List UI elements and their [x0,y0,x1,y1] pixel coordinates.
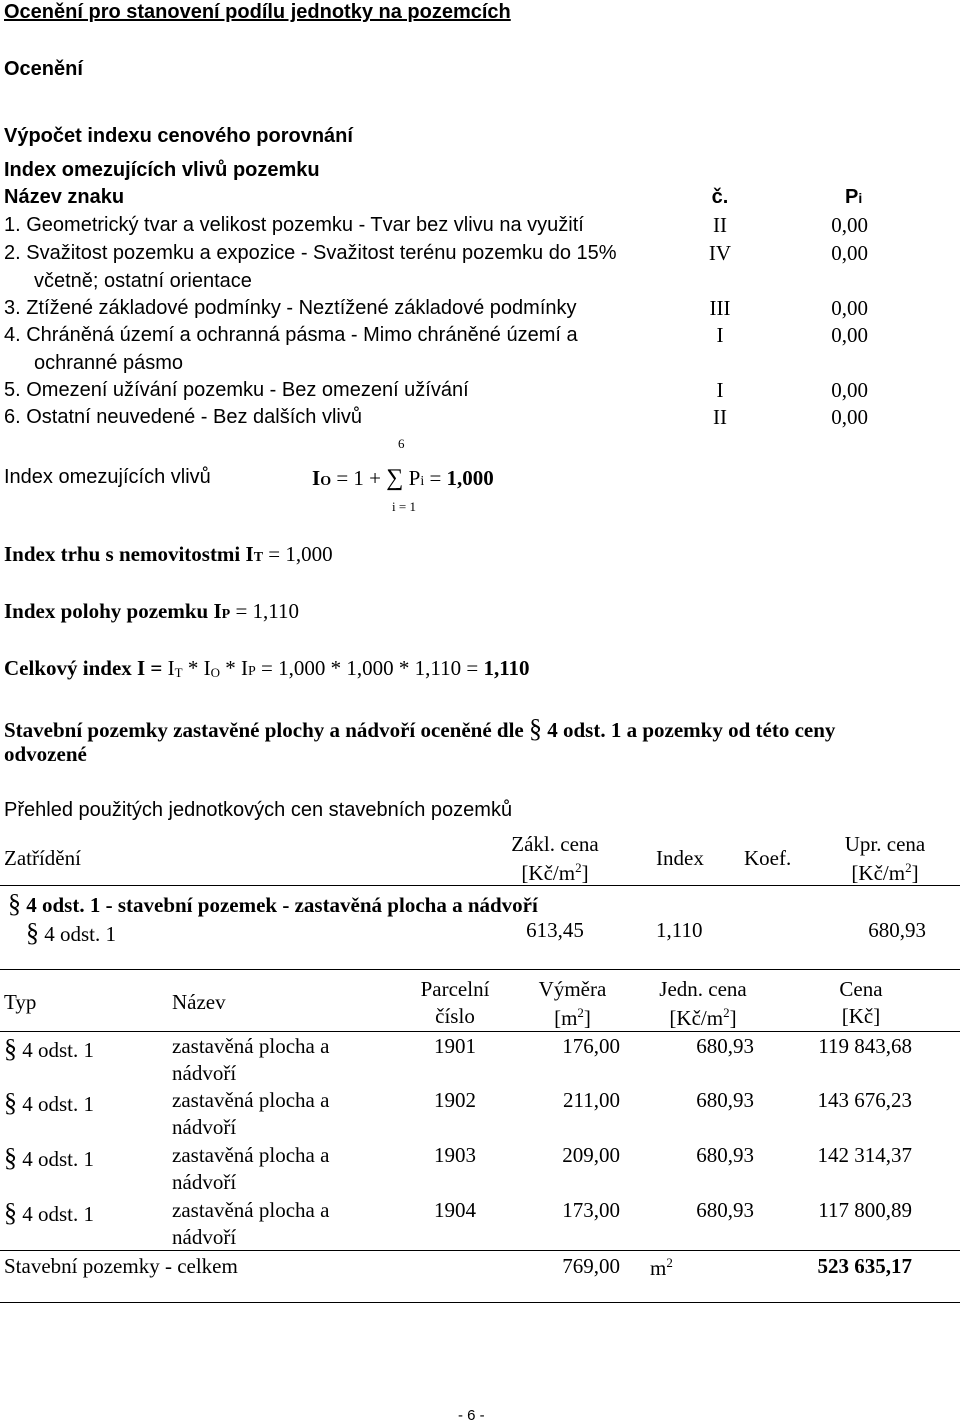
influence-label: 2. Svažitost pozemku a expozice - Svažitost terénu pozemku do 15% [4,242,617,264]
price-row-index: 1,110 [656,918,703,942]
col-header-no: č. [711,186,729,208]
parcels-col-jedn-2: $[Kč/m^2]$ [669,1005,737,1030]
celkovy-index: Celkový index $I = I_T * I_O$ * IP = 1,000 * 1,000 * 1,110 = 1,110 [4,656,530,680]
page-title: Ocenění pro stanovení podílu jednotky na pozemcích [4,1,511,23]
parcels-header-divider [0,1031,960,1032]
parcels-col-cena-1: Cena [839,977,883,1001]
col-header-name: Název znaku [4,186,125,208]
price-col-index: Index [656,846,704,870]
influence-p: 0,00 [831,213,868,237]
formula-io: IO = 1 + ∑ Pi = 1,000 [312,465,494,491]
parcel-cena: 117 800,89 [818,1198,912,1222]
sum-icon: ∑ [386,465,404,491]
calc-heading: Výpočet indexu cenového porovnání [4,125,353,147]
influence-p: 0,00 [831,296,868,320]
parcel-cena: 142 314,37 [817,1143,912,1167]
parcel-nazev: zastavěná plocha a [172,1198,330,1222]
total-vymera: 769,00 [562,1254,620,1278]
price-group-row: § 4 odst. 1 - stavební pozemek - zastavěná plocha a nádvoří [8,889,538,918]
index-trhu: Index trhu s nemovitostmi IT = 1,000 [4,542,333,566]
price-row-upr: 680,93 [868,918,926,942]
influence-no: III [709,296,731,320]
parcel-vymera: 211,00 [563,1088,620,1112]
parcel-jedn-cena: 680,93 [696,1198,754,1222]
influence-label-cont: ochranné pásmo [34,352,183,374]
paragraph-icon: § [26,918,39,947]
parcel-jedn-cena: 680,93 [696,1143,754,1167]
price-col-zakl-2: $[Kč/m^2]$ [521,860,589,885]
parcels-col-vymera-2: $[m^2]$ [554,1005,591,1030]
parcels-total-divider [0,1250,960,1251]
parcel-jedn-cena: 680,93 [696,1088,754,1112]
parcel-nazev: zastavěná plocha a [172,1088,330,1112]
price-col-zakl-1: Zákl. cena [511,832,599,856]
sum-upper-limit: 6 [398,436,405,451]
parcel-nazev-cont: nádvoří [172,1115,237,1139]
parcels-col-parc-2: číslo [435,1004,475,1028]
formula-io-label: Index omezujících vlivů [4,466,211,488]
influence-no: II [713,213,727,237]
page-number: - 6 - [458,1407,485,1424]
influence-label: 4. Chráněná území a ochranná pásma - Mimo chráněné území a [4,324,578,346]
parcels-col-vymera-1: Výměra [538,977,607,1001]
influence-label: 6. Ostatní neuvedené - Bez dalších vlivů [4,406,362,428]
parcel-vymera: 173,00 [562,1198,620,1222]
parcel-cislo: 1903 [434,1143,476,1167]
influence-no: I [716,323,724,347]
paragraph-icon: § [529,714,542,743]
price-col-upr-2: $[Kč/m^2]$ [851,860,919,885]
stavebni-paragraph-line1: Stavební pozemky zastavěné plochy a nádvoří oceněné dle § 4 odst. 1 a pozemky od této ceny [4,714,836,743]
paragraph-icon: § [4,1034,17,1063]
influence-label-cont: včetně; ostatní orientace [34,270,252,292]
parcels-col-cena-2: [Kč] [841,1004,881,1028]
parcels-table-top-divider [0,969,960,970]
parcel-typ: § 4 odst. 1 [4,1034,95,1063]
parcel-vymera: 176,00 [562,1034,620,1058]
parcel-typ: § 4 odst. 1 [4,1198,95,1227]
price-col-koef: Koef. [744,846,792,870]
parcel-cena: 119 843,68 [818,1034,912,1058]
sum-lower-limit: i = 1 [392,499,416,514]
paragraph-icon: § [8,889,21,918]
parcel-cislo: 1901 [434,1034,476,1058]
influences-heading: Index omezujících vlivů pozemku [4,159,320,181]
influence-no: IV [708,241,732,265]
influence-label: 1. Geometrický tvar a velikost pozemku - Tvar bez vlivu na využití [4,214,584,236]
parcel-nazev: zastavěná plocha a [172,1034,330,1058]
price-col-upr-1: Upr. cena [844,832,926,856]
total-label: Stavební pozemky - celkem [4,1254,238,1278]
parcel-nazev-cont: nádvoří [172,1061,237,1085]
price-col-zarazeni: Zatřídění [4,846,81,870]
parcel-cena: 143 676,23 [817,1088,912,1112]
influence-p: 0,00 [831,241,868,265]
parcel-vymera: 209,00 [562,1143,620,1167]
parcel-typ: § 4 odst. 1 [4,1088,95,1117]
paragraph-icon: § [4,1198,17,1227]
parcels-col-jedn-1: Jedn. cena [659,977,747,1001]
parcel-typ: § 4 odst. 1 [4,1143,95,1172]
paragraph-icon: § [4,1088,17,1117]
influence-no: II [713,405,727,429]
influence-label: 5. Omezení užívání pozemku - Bez omezení užívání [4,379,469,401]
total-cena: 523 635,17 [817,1254,912,1278]
parcel-nazev: zastavěná plocha a [172,1143,330,1167]
parcels-col-typ: Typ [4,990,37,1014]
section-heading: Ocenění [4,58,83,80]
stavebni-paragraph-line2: odvozené [4,742,87,766]
parcel-cislo: 1904 [434,1198,476,1222]
parcel-nazev-cont: nádvoří [172,1225,237,1249]
prehled-heading: Přehled použitých jednotkových cen stavebních pozemků [4,799,513,821]
parcel-nazev-cont: nádvoří [172,1170,237,1194]
parcels-bottom-divider [0,1302,960,1303]
influence-label: 3. Ztížené základové podmínky - Neztížené základové podmínky [4,297,577,319]
price-table-divider [0,885,960,886]
col-header-p: Pi [845,186,863,208]
index-polohy: Index polohy pozemku IP = 1,110 [4,599,300,623]
total-unit: $m^2$ [650,1255,673,1280]
price-row-zakl: 613,45 [526,918,584,942]
influence-p: 0,00 [831,323,868,347]
influence-p: 0,00 [831,378,868,402]
price-row-zarazeni: § 4 odst. 1 [26,918,117,947]
influence-p: 0,00 [831,405,868,429]
parcels-col-parc-1: Parcelní [420,977,490,1001]
parcel-cislo: 1902 [434,1088,476,1112]
influence-no: I [716,378,724,402]
parcels-col-nazev: Název [172,990,226,1014]
paragraph-icon: § [4,1143,17,1172]
parcel-jedn-cena: 680,93 [696,1034,754,1058]
